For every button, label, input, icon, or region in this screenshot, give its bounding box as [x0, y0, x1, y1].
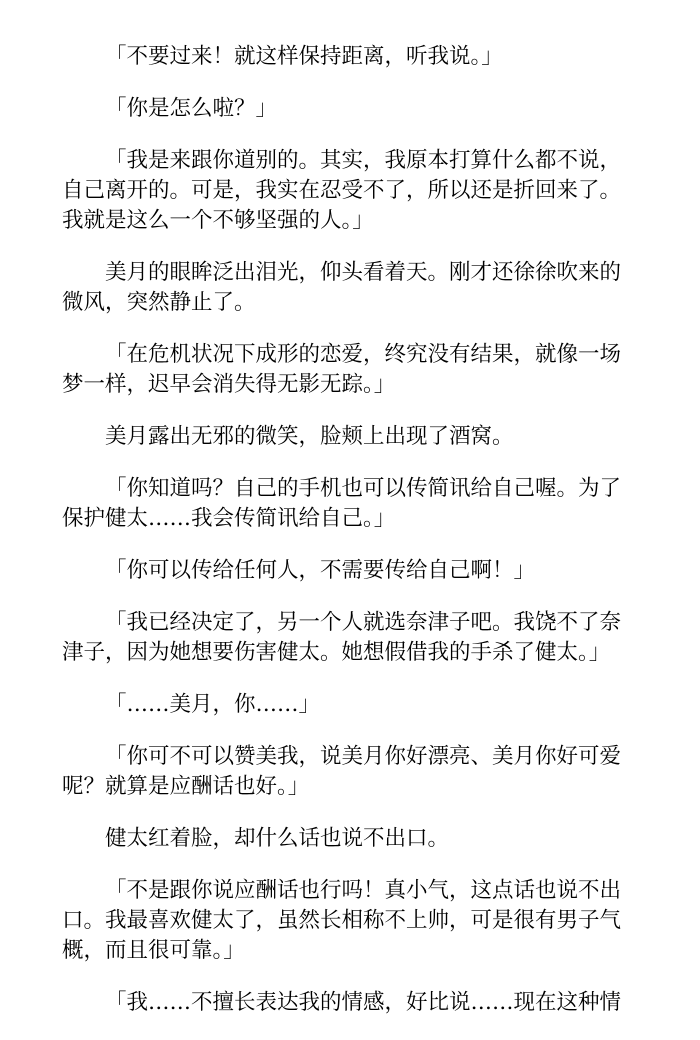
paragraph-5: 「在危机状况下成形的恋爱，终究没有结果，就像一场梦一样，迟早会消失得无影无踪。」 [62, 342, 622, 397]
paragraph-10: 「……美月，你……」 [105, 692, 321, 717]
paragraph-3: 「我是来跟你道别的。其实，我原本打算什么都不说，自己离开的。可是，我实在忍受不了，所以还是折回来了。我就是这么一个不够坚强的人。」 [62, 148, 622, 233]
paragraph-12: 健太红着脸，却什么话也说不出口。 [105, 826, 450, 851]
paragraph-13: 「不是跟你说应酬话也行吗！真小气，这点话也说不出口。我最喜欢健太了，虽然长相称不上帅，可是很有男子气概，而且很可靠。」 [62, 878, 622, 963]
paragraph-11: 「你可不可以赞美我，说美月你好漂亮、美月你好可爱呢？就算是应酬话也好。」 [62, 744, 622, 799]
paragraph-9: 「我已经决定了，另一个人就选奈津子吧。我饶不了奈津子，因为她想要伤害健太。她想假借我的手杀了健太。」 [62, 610, 622, 665]
paragraph-4: 美月的眼眸泛出泪光，仰头看着天。刚才还徐徐吹来的微风，突然静止了。 [62, 260, 622, 315]
paragraph-14: 「我……不擅长表达我的情感，好比说……现在这种情 [105, 990, 622, 1015]
paragraph-6: 美月露出无邪的微笑，脸颊上出现了酒窝。 [105, 424, 514, 449]
paragraph-7: 「你知道吗？自己的手机也可以传简讯给自己喔。为了保护健太……我会传简讯给自己。」 [62, 476, 622, 531]
document-page [62, 42, 640, 1040]
paragraph-1: 「不要过来！就这样保持距离，听我说。」 [105, 44, 503, 69]
paragraph-8: 「你可以传给任何人，不需要传给自己啊！」 [105, 558, 536, 583]
paragraph-2: 「你是怎么啦？」 [105, 96, 278, 121]
